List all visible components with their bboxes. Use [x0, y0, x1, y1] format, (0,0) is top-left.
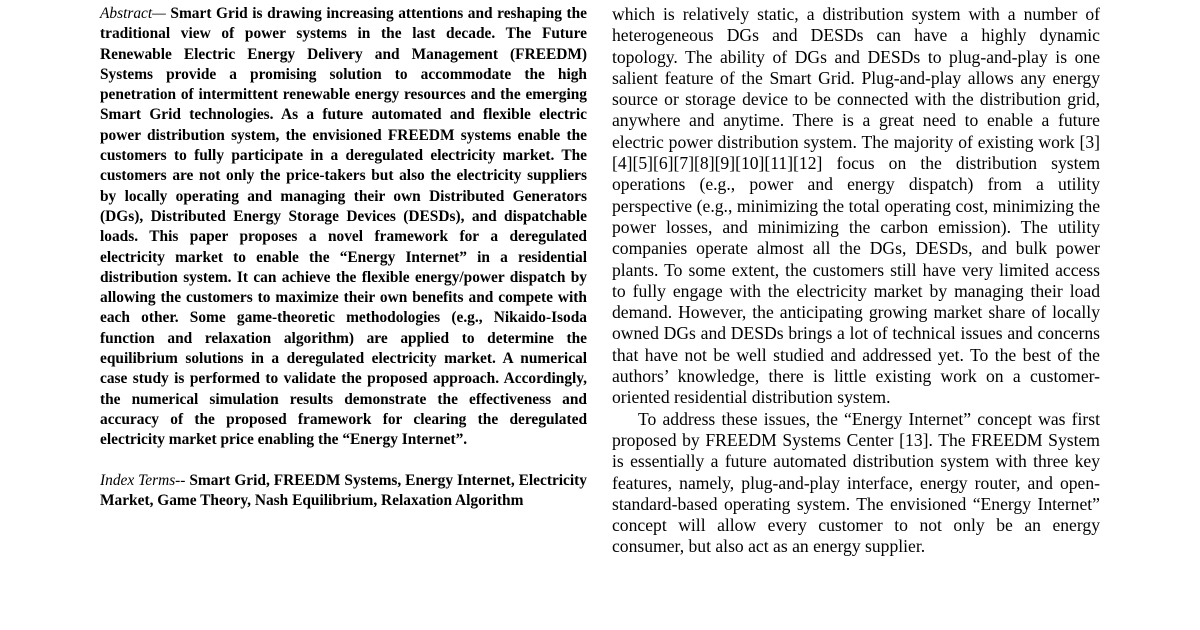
- body-paragraph-1: which is relatively static, a distribution system with a number of heterogeneous DGs and DESDs can have a highly dynamic topology. The ability of DGs and DESDs to plug-and-play is one salient feature of the Smart Grid. Plug-and-play allows any energy source or storage device to be connected with the distribution grid, anywhere and anytime. There is a great need to enable a future electric power distribution system. The majority of existing work [3][4][5][6][7][8][9][10][11][12] focus on the distribution system operations (e.g., power and energy dispatch) from a utility perspective (e.g., minimizing the total operating cost, minimizing the power losses, and minimizing the carbon emission). The utility companies operate almost all the DGs, DESDs, and bulk power plants. To some extent, the customers still have very limited access to fully engage with the electricity market by managing their load demand. However, the anticipating growing market share of locally owned DGs and DESDs brings a lot of technical issues and concerns that have not be well studied and addressed yet. To the best of the authors’ knowledge, there is little existing work on a customer-oriented residential distribution system.: [612, 4, 1100, 408]
- index-terms: [100, 471, 587, 512]
- index-terms-label: Index Terms--: [100, 471, 186, 489]
- abstract: [100, 4, 587, 451]
- index-terms-text: Smart Grid, FREEDM Systems, Energy Internet, Electricity Market, Game Theory, Nash Equilibrium, Relaxation Algorithm: [100, 471, 587, 509]
- body-paragraph-2: To address these issues, the “Energy Internet” concept was first proposed by FREEDM Systems Center [13]. The FREEDM System is essentially a future automated distribution system with three key features, namely, plug-and-play interface, energy router, and open-standard-based operating system. The envisioned “Energy Internet” concept will allow every customer to not only be an energy consumer, but also act as an energy supplier.: [612, 408, 1100, 557]
- abstract-text: Smart Grid is drawing increasing attentions and reshaping the traditional view of power systems in the last decade. The Future Renewable Electric Energy Delivery and Management (FREEDM) Systems provide a promising solution to accommodate the high penetration of intermittent renewable energy resources and the emerging Smart Grid technologies. As a future automated and flexible electric power distribution system, the envisioned FREEDM systems enable the customers to fully participate in a deregulated electricity market. The customers are not only the price-takers but also the electricity suppliers by locally operating and managing their own Distributed Generators (DGs), Distributed Energy Storage Devices (DESDs), and dispatchable loads. This paper proposes a novel framework for a deregulated electricity market to enable the “Energy Internet” in a residential distribution system. It can achieve the flexible energy/power dispatch by allowing the customers to maximize their own benefits and compete with each other. Some game-theoretic methodologies (e.g., Nikaido-Isoda function and relaxation algorithm) are applied to determine the equilibrium solutions in a deregulated electricity market. A numerical case study is performed to validate the proposed approach. Accordingly, the numerical simulation results demonstrate the effectiveness and accuracy of the proposed framework for clearing the deregulated electricity market price enabling the “Energy Internet”.: [100, 5, 587, 449]
- abstract-column: [100, 4, 587, 511]
- abstract-label: Abstract—: [100, 5, 166, 22]
- body-column: [612, 4, 1100, 558]
